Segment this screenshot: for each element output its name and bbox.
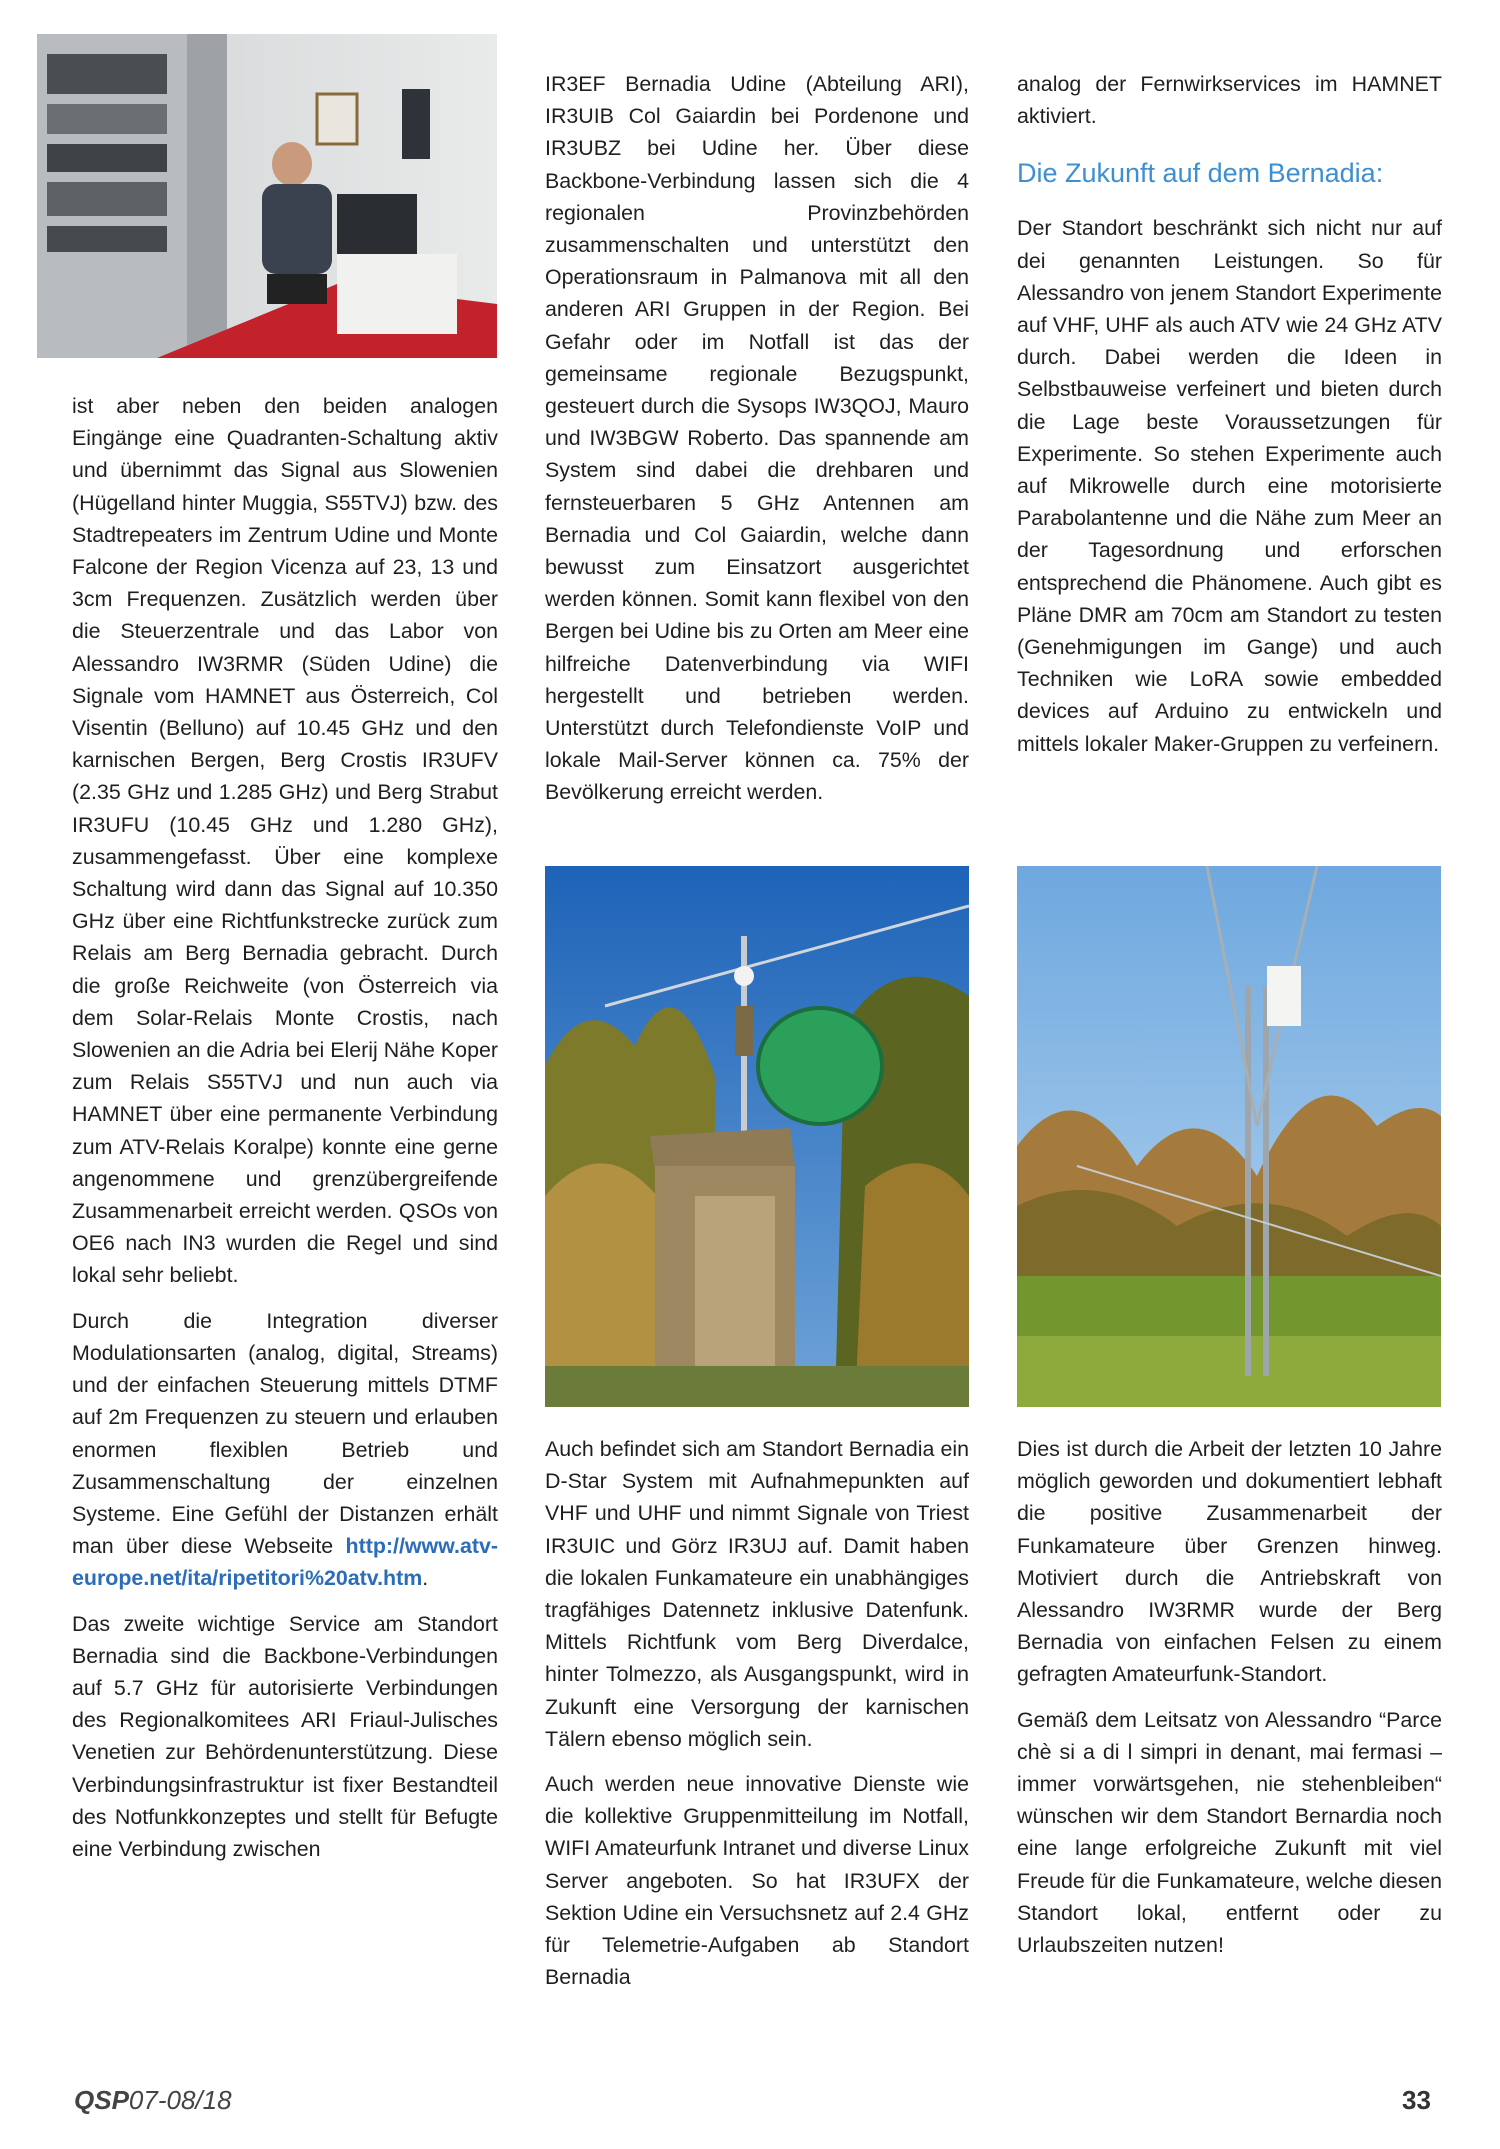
paragraph-text: Durch die Integration diverser Modulationsarten (analog, digital, Streams) und der einfachen Steuerung mittels DTMF auf 2m Frequenzen zu steuern und erlauben enormen flexiblen Betrieb und Zusammenschaltung der einzelnen Systeme. Eine Gefühl der Distanzen erhält man über diese Webseite [72,1308,498,1559]
photo-antenna-mast [1017,866,1441,1407]
column-1 [72,390,498,1878]
footer-brand [74,2085,232,2116]
paragraph: Gemäß dem Leitsatz von Alessandro “Parce chè si a di l simpri in denant, mai fermasi – immer vorwärtsgehen, nie stehenbleiben“ wünschen wir dem Standort Bernardia noch eine lange erfolgreiche Zukunft mit viel Freude für die Funkamateure, welche diesen Standort lokal, entfernt oder zu Urlaubszeiten nutzen! [1017,1707,1442,1958]
magazine-logo: QSP [74,2085,129,2115]
column-2 [545,68,969,822]
column-3 [1017,68,1442,773]
column-3-bottom [1017,1433,1442,1974]
paragraph: Dies ist durch die Arbeit der letzten 10 Jahre möglich geworden und dokumentiert lebhaft die positive Zusammenarbeit der Funkamateure über Grenzen hinweg. Motiviert durch die Antriebskraft von Alessandro IW3RMR wurde der Berg Bernadia von einfachen Felsen zu einem gefragten Amateurfunk-Standort. [1017,1437,1442,1687]
column-2-bottom [545,1433,969,2006]
paragraph: Durch die Integration diverser Modulationsarten (analog, digital, Streams) und der einfachen Steuerung mittels DTMF auf 2m Frequenzen zu steuern und erlauben enormen flexiblen Betrieb und Zusammenschaltung der einzelnen Systeme. Eine Gefühl der Distanzen erhält man über diese Webseite http://www.atv-europe.net/ita/ripetitori%20atv.htm. [72,1308,498,1591]
website-link[interactable]: http://www.atv-europe.net/ita/ripetitori%20atv.htm [72,1534,498,1591]
paragraph: Das zweite wichtige Service am Standort Bernadia sind die Backbone-Verbindungen auf 5.7 GHz für autorisierte Verbindungen des Regionalkomitees ARI Friaul-Julisches Venetien zur Behördenunterstützung. Diese Verbindungsinfrastruktur ist fixer Bestandteil des Notfunkkonzeptes und stellt für Befugte eine Verbindung zwischen [72,1611,498,1861]
photo-antenna-shelter [545,866,969,1407]
photo-operator-station [37,34,497,358]
issue-number: 07-08/18 [128,2085,232,2115]
paragraph: ist aber neben den beiden analogen Eingänge eine Quadranten-Schaltung aktiv und übernimmt das Signal aus Slowenien (Hügelland hinter Muggia, S55TVJ) bzw. des Stadtrepeaters im Zentrum Udine und Monte Falcone der Region Vicenza auf 23, 13 und 3cm Frequenzen. Zusätzlich werden über die Steuerzentrale und das Labor von Alessandro IW3RMR (Süden Udine) die Signale vom HAMNET aus Österreich, Col Visentin (Belluno) auf 10.45 GHz und den karnischen Bergen, Berg Crostis IR3UFV (2.35 GHz und 1.285 GHz) und Berg Strabut IR3UFU (10.45 GHz und 1.280 GHz), zusammengefasst. Über eine komplexe Schaltung wird dann das Signal auf 10.350 GHz über eine Richtfunkstrecke zurück zum Relais am Berg Bernadia gebracht. Durch die große Reichweite (von Österreich via dem Solar-Relais Monte Crostis, nach Slowenien an die Adria bei Elerij Nähe Koper zum Relais S55TVJ und nun auch via HAMNET über eine permanente Verbindung zum ATV-Relais Koralpe) konnte eine gerne angenommene und grenzübergreifende Zusammenarbeit erreicht werden. QSOs von OE6 nach IN3 wurden die Regel und sind lokal sehr beliebt. [72,394,498,1288]
page-number: 33 [1402,2085,1431,2115]
paragraph: IR3EF Bernadia Udine (Abteilung ARI), IR3UIB Col Gaiardin bei Pordenone und IR3UBZ bei Udine her. Über diese Backbone-Verbindung lassen sich die 4 regionalen Provinzbehörden zusammenschalten und unterstützt den Operationsraum in Palmanova mit all den anderen ARI Gruppen in der Region. Bei Gefahr oder im Notfall ist das der gemeinsame regionale Bezugspunkt, gesteuert durch die Sysops IW3QOJ, Mauro und IW3BGW Roberto. Das spannende am System sind dabei die drehbaren und fernsteuerbaren 5 GHz Antennen am Bernadia und Col Gaiardin, welche dann bewusst zum Einsatzort ausgerichtet werden können. Somit kann flexibel von den Bergen bei Udine bis zu Orten am Meer eine hilfreiche Datenverbindung via WIFI hergestellt und betrieben werden. Unterstützt durch Telefondienste VoIP und lokale Mail-Server können ca. 75% der Bevölkerung erreicht werden. [545,72,969,805]
paragraph: Der Standort beschränkt sich nicht nur auf dei genannten Leistungen. So für Alessandro von jenem Standort Experimente auf VHF, UHF als auch ATV wie 24 GHz ATV durch. Dabei werden die Ideen in Selbstbauweise verfeinert und bieten durch die Lage beste Voraussetzungen für Experimente. So stehen Experimente auch auf Mikrowelle durch eine motorisierte Parabolantenne und die Nähe zum Meer an der Tagesordnung und erforschen entsprechend die Phänomene. Auch gibt es Pläne DMR am 70cm am Standort zu testen (Genehmigungen im Gange) und auch Techniken wie LoRA sowie embedded devices auf Arduino zu entwickeln und mittels lokaler Maker-Gruppen zu verfeinern. [1017,216,1442,756]
paragraph: analog der Fernwirkservices im HAMNET aktiviert. [1017,72,1442,129]
paragraph: Auch befindet sich am Standort Bernadia ein D-Star System mit Aufnahmepunkten auf VHF und UHF und nimmt Signale von Triest IR3UIC und Görz IR3UJ auf. Damit haben die lokalen Funkamateure ein unabhängiges tragfähiges Datennetz inklusive Datenfunk. Mittels Richtfunk vom Berg Diverdalce, hinter Tolmezzo, als Ausgangspunkt, wird in Zukunft eine Versorgung der karnischen Tälern ebenso möglich sein. [545,1437,969,1751]
section-heading: Die Zukunft auf dem Bernadia: [1017,158,1384,189]
paragraph: Auch werden neue innovative Dienste wie die kollektive Gruppenmitteilung im Notfall, WIFI Amateurfunk Intranet und diverse Linux Server angeboten. So hat IR3UFX der Sektion Udine ein Versuchsnetz auf 2.4 GHz für Telemetrie-Aufgaben ab Standort Bernadia [545,1772,969,1990]
